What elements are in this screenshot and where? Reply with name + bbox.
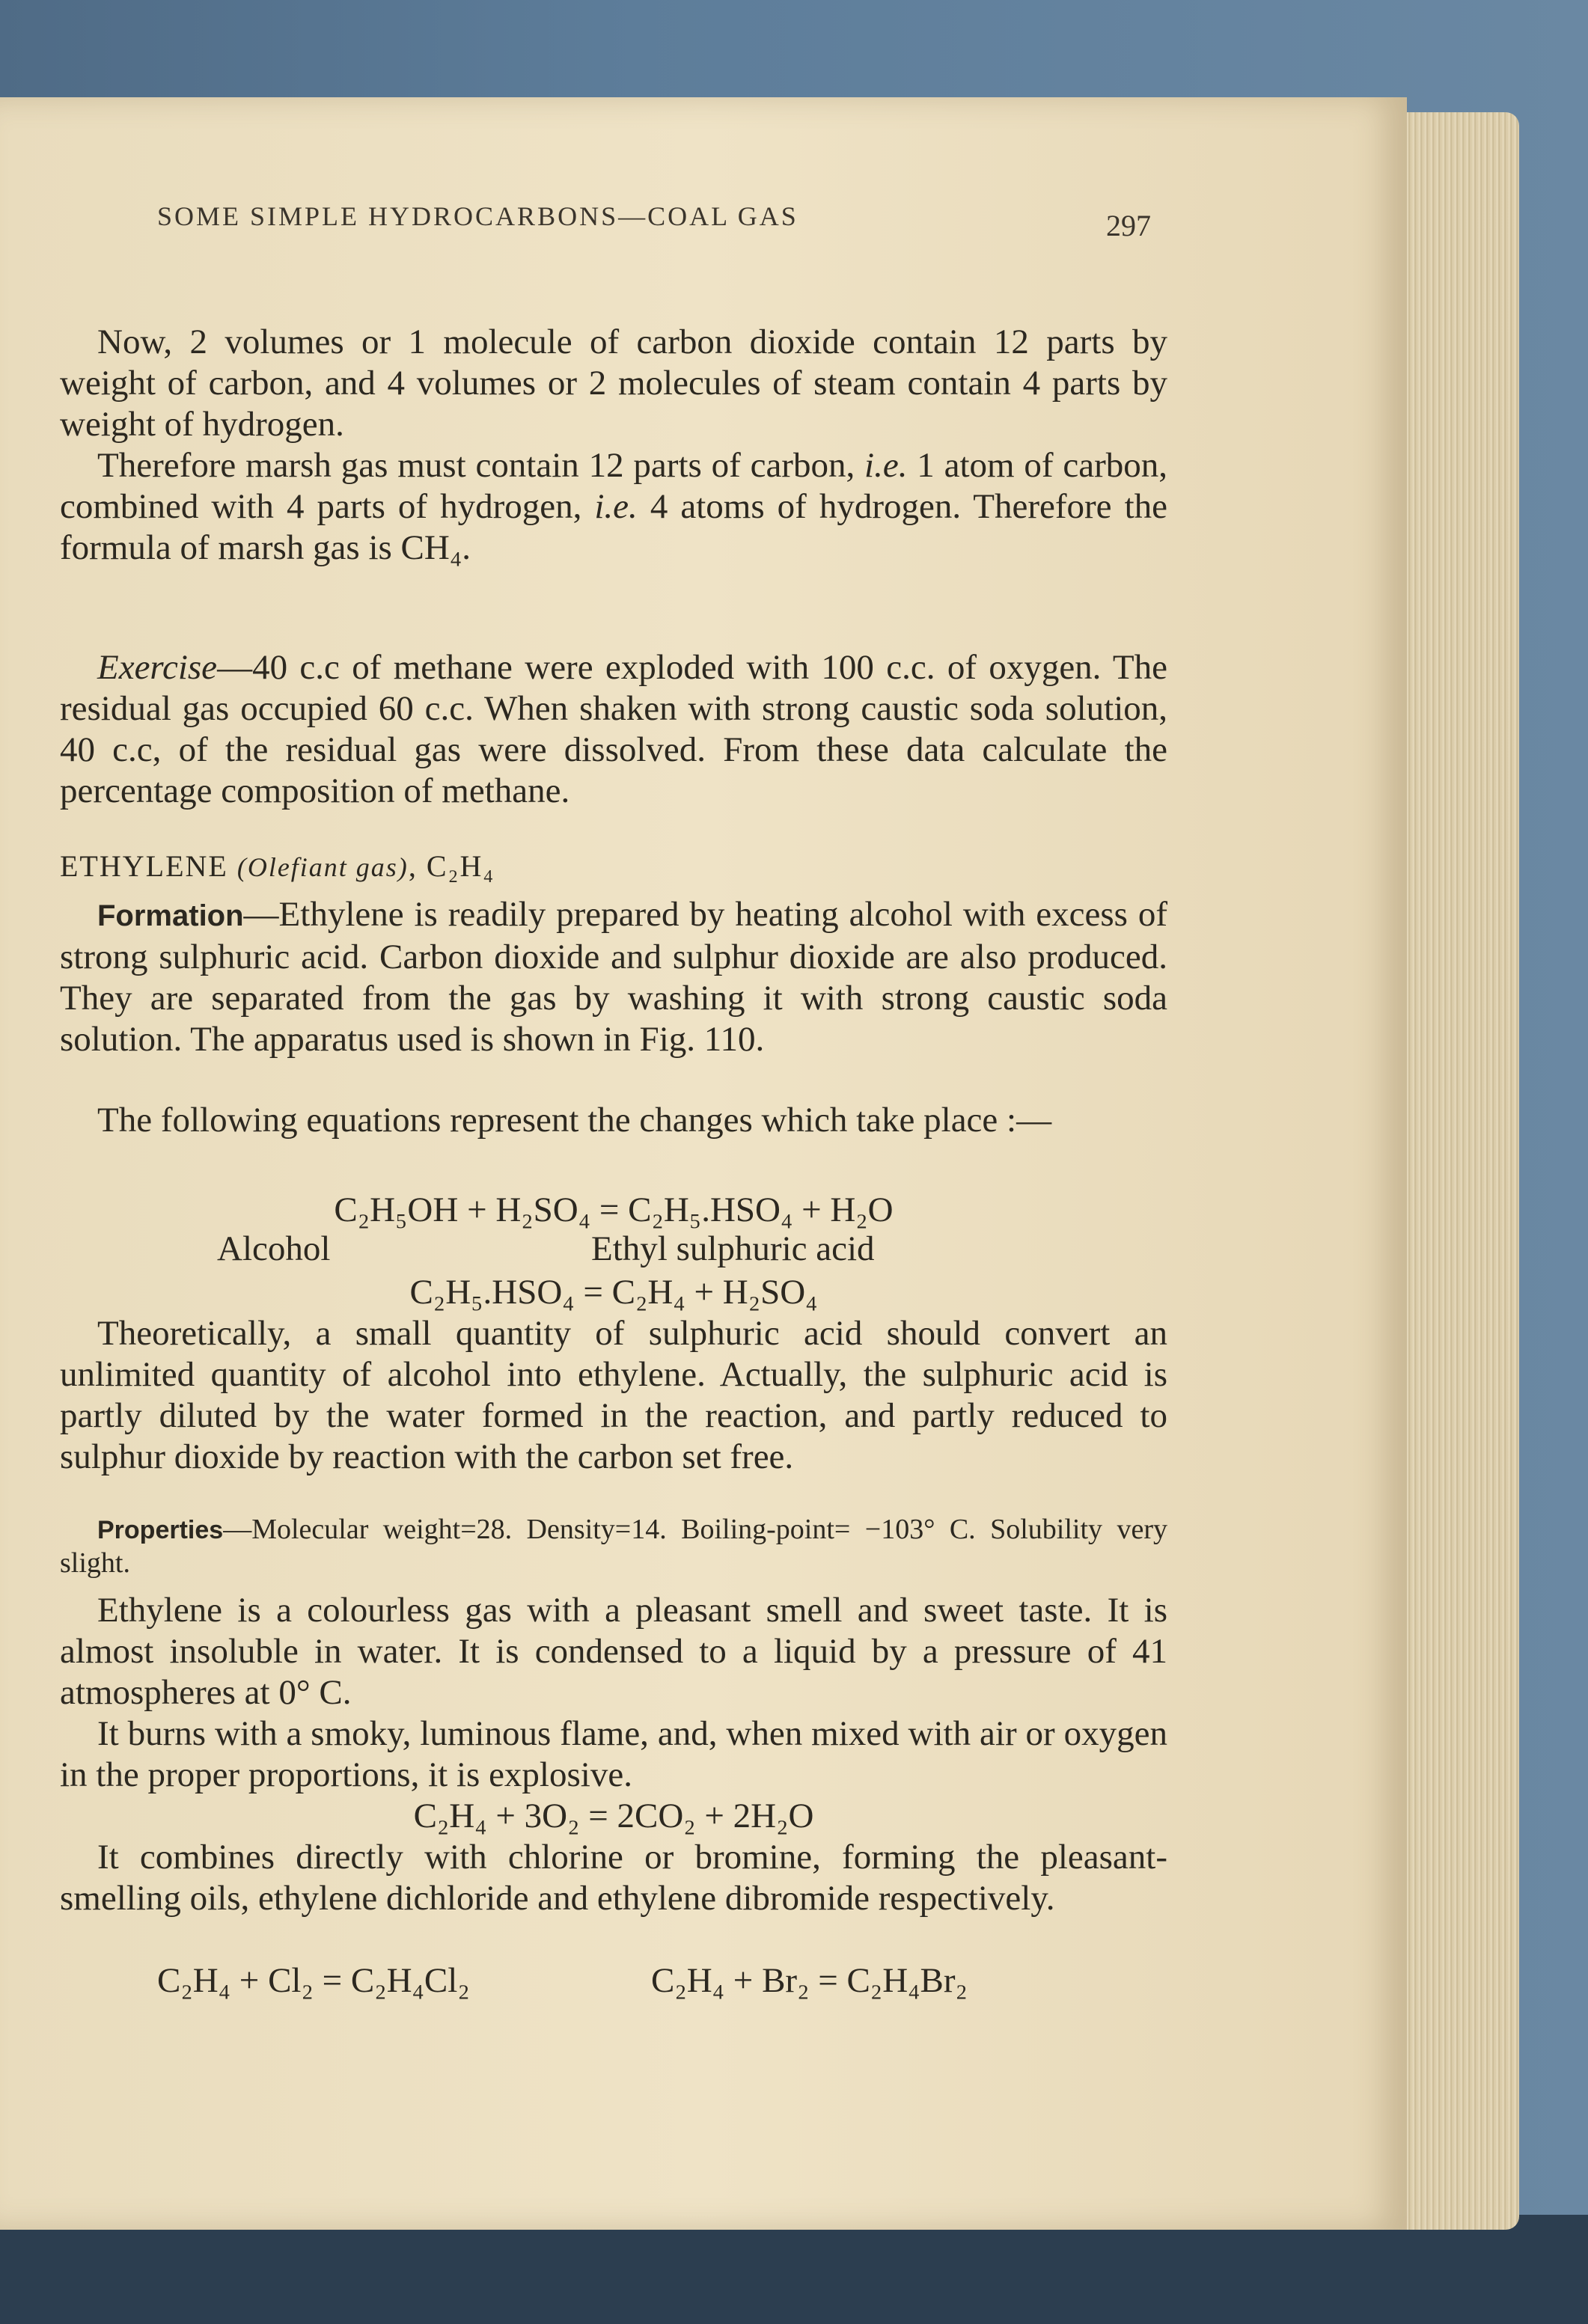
formation-label: Formation — [97, 899, 244, 932]
paragraph-colourless — [60, 1590, 1167, 1713]
ie-abbrev-1: i.e. — [864, 446, 908, 485]
exercise-text: —40 c.c of methane were exploded with 100 c.c. of oxygen. The residual gas occupied 60 c.c. When shaken with strong caustic soda solution, 40 c.c, of the residual gas were dissolved. From these data calculate the percentage composition of methane. — [60, 648, 1167, 810]
ethylene-formula: , C₂H₄ — [408, 849, 495, 883]
theory-text: Theoretically, a small quantity of sulphuric acid should convert an unlimited quantity of alcohol into ethylene. Actually, the sulphuric acid is partly diluted by the water formed in the reaction, and partly reduced to sulphur dioxide by reaction with the carbon set free. — [60, 1314, 1167, 1476]
ethyl-sulphuric-acid-label: Ethyl sulphuric acid — [591, 1229, 875, 1268]
ethylene-heading — [60, 845, 1167, 888]
page-number: 297 — [1106, 209, 1151, 242]
paragraph-following — [60, 1100, 1167, 1141]
equation-2: C₂H₅.HSO₄ = C₂H₄ + H₂SO₄ — [409, 1273, 818, 1312]
ie-abbrev-2: i.e. — [594, 487, 638, 526]
formation-text: —Ethylene is readily prepared by heating alcohol with excess of strong sulphuric acid. Carbon dioxide and sulphur dioxide are also produced. They are separated from the gas by washing it with strong caustic soda solution. The apparatus used is shown in Fig. 110. — [60, 895, 1167, 1059]
paragraph-exercise — [60, 647, 1167, 812]
equation-4: C₂H₄ + Cl₂ = C₂H₄Cl₂ — [157, 1961, 470, 2000]
exercise-label: Exercise — [97, 648, 218, 687]
ethylene-alt-name: (Olefiant gas) — [236, 852, 409, 882]
paragraph-formation — [60, 894, 1167, 1060]
paragraph-theory — [60, 1313, 1167, 1478]
following-text: The following equations represent the changes which take place :— — [97, 1101, 1052, 1140]
alcohol-label: Alcohol — [217, 1229, 331, 1268]
marsh-gas-text-b: 1 atom of carbon, combined with 4 parts of hydrogen, — [60, 446, 1167, 526]
burns-text: It burns with a smoky, luminous flame, and, when mixed with air or oxygen in the proper proportions, it is explosive. — [60, 1714, 1167, 1794]
colourless-text: Ethylene is a colourless gas with a pleasant smell and sweet taste. It is almost insoluble in water. It is condensed to a liquid by a pressure of 41 atmospheres at 0° C. — [60, 1591, 1167, 1712]
book-cover-bottom — [0, 2215, 1588, 2324]
paragraph-volumes-text: Now, 2 volumes or 1 molecule of carbon dioxide contain 12 parts by weight of carbon, and 4 volumes or 2 molecules of steam contain 4 parts by weight of hydrogen. — [60, 322, 1167, 444]
marsh-gas-text-c: 4 atoms of hydrogen. Therefore the formula of marsh gas is CH₄. — [60, 487, 1167, 567]
equation-5: C₂H₄ + Br₂ = C₂H₄Br₂ — [651, 1961, 968, 2000]
paragraph-combines — [60, 1837, 1167, 1919]
equation-1: C₂H₅OH + H₂SO₄ = C₂H₅.HSO₄ + H₂O — [334, 1190, 894, 1229]
marsh-gas-text-a: Therefore marsh gas must contain 12 parts of carbon, — [97, 446, 865, 485]
paragraph-marsh-gas — [60, 445, 1167, 569]
paragraph-burns — [60, 1713, 1167, 1796]
ethylene-title: ETHYLENE — [60, 849, 237, 883]
equation-3: C₂H₄ + 3O₂ = 2CO₂ + 2H₂O — [413, 1796, 814, 1835]
paragraph-properties — [60, 1513, 1167, 1580]
combines-text: It combines directly with chlorine or bromine, forming the pleasant-smelling oils, ethylene dichloride and ethylene dibromide respectively. — [60, 1838, 1167, 1918]
paragraph-volumes — [60, 322, 1167, 445]
properties-text: —Molecular weight=28. Density=14. Boiling-point= −103° C. Solubility very slight. — [60, 1514, 1167, 1579]
running-head: SOME SIMPLE HYDROCARBONS—COAL GAS — [157, 201, 798, 231]
properties-label: Properties — [97, 1516, 224, 1544]
book-page — [0, 97, 1407, 2230]
